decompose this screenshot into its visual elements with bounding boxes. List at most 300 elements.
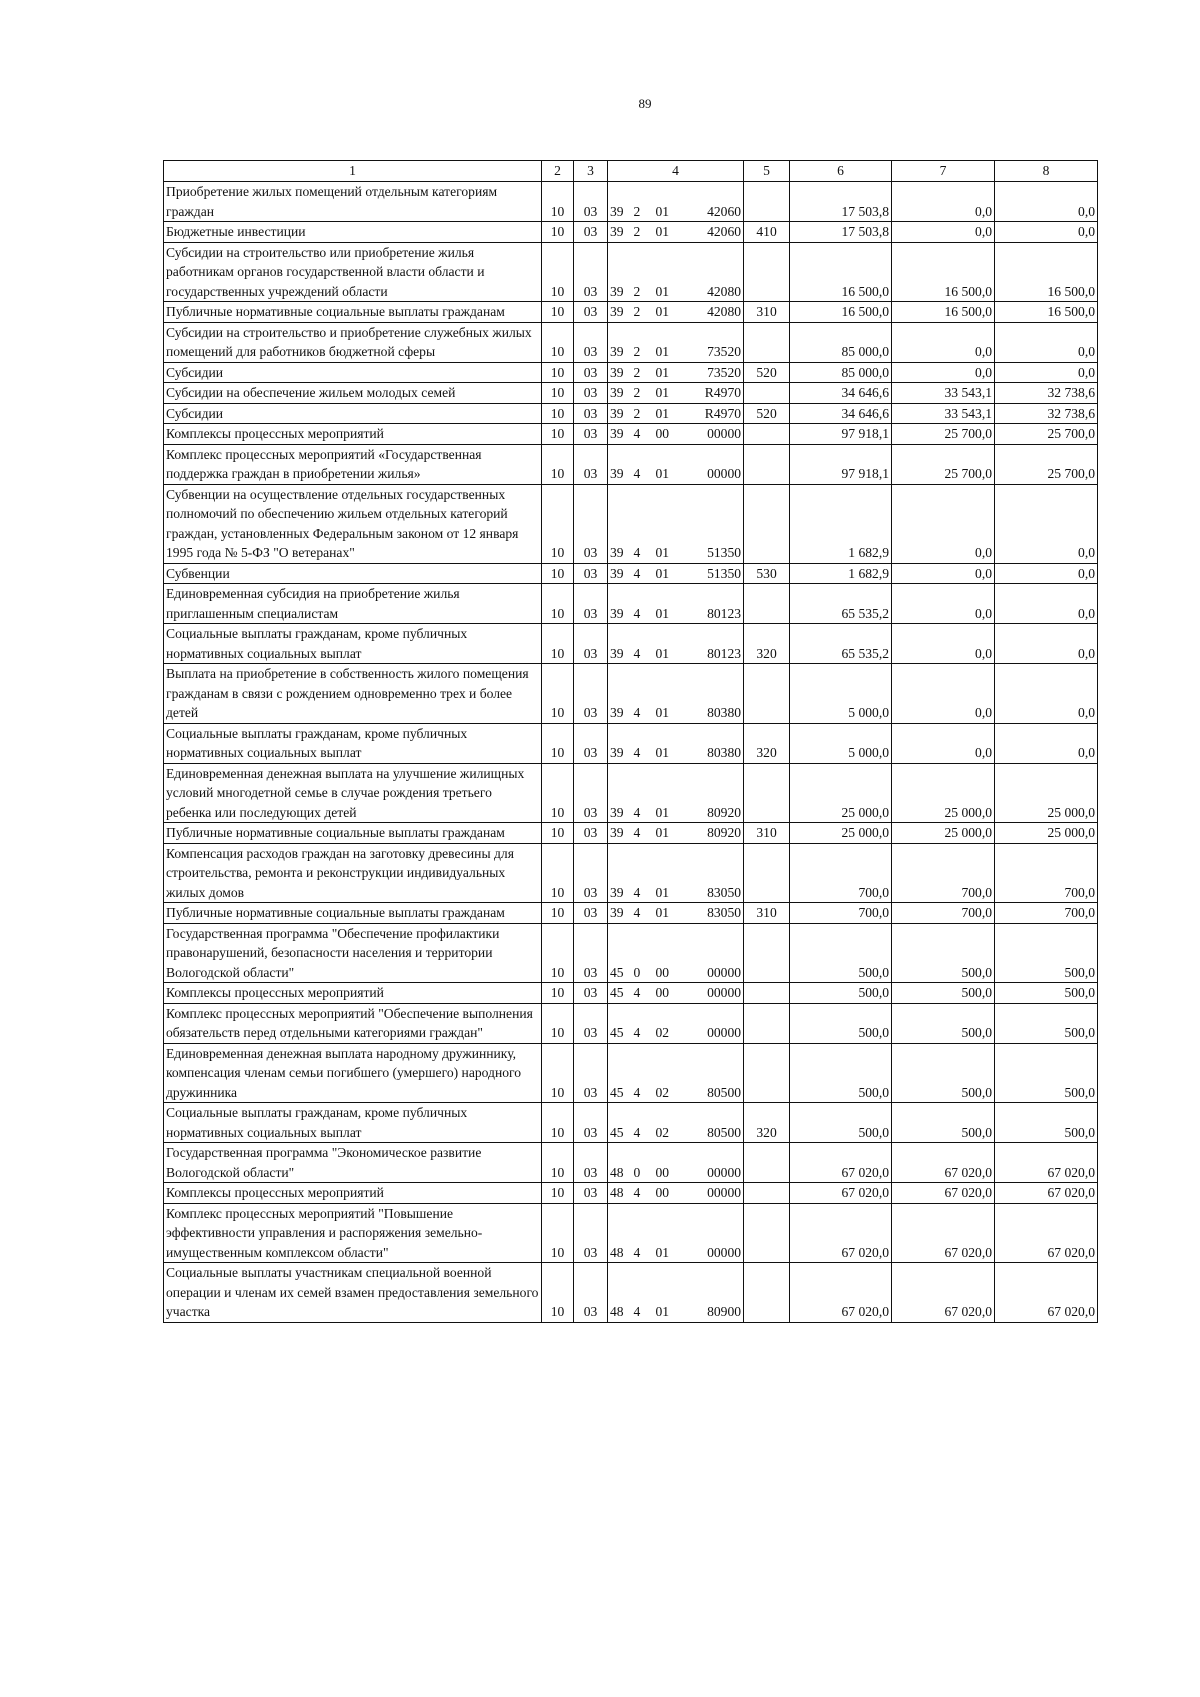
table-row bbox=[164, 484, 1098, 563]
expense-type-code: 530 bbox=[744, 563, 790, 584]
expense-type-code: 310 bbox=[744, 823, 790, 844]
section-code: 10 bbox=[542, 664, 574, 724]
amount-col-6: 500,0 bbox=[790, 1003, 892, 1043]
expense-type-code: 520 bbox=[744, 362, 790, 383]
direction-code: 51350 bbox=[684, 563, 744, 584]
amount-col-7: 25 700,0 bbox=[892, 444, 995, 484]
table-row bbox=[164, 362, 1098, 383]
amount-col-7: 67 020,0 bbox=[892, 1143, 995, 1183]
type-code: 2 bbox=[632, 362, 654, 383]
amount-col-8: 500,0 bbox=[995, 983, 1098, 1004]
table-row bbox=[164, 563, 1098, 584]
type-code: 4 bbox=[632, 444, 654, 484]
program-code: 39 bbox=[608, 903, 632, 924]
expense-type-code bbox=[744, 322, 790, 362]
expense-type-code bbox=[744, 444, 790, 484]
amount-col-8: 25 000,0 bbox=[995, 823, 1098, 844]
program-code: 39 bbox=[608, 302, 632, 323]
direction-code: 51350 bbox=[684, 484, 744, 563]
measure-code: 01 bbox=[654, 302, 684, 323]
table-row bbox=[164, 823, 1098, 844]
amount-col-8: 0,0 bbox=[995, 362, 1098, 383]
section-code: 10 bbox=[542, 484, 574, 563]
section-code: 10 bbox=[542, 823, 574, 844]
type-code: 4 bbox=[632, 903, 654, 924]
subsection-code: 03 bbox=[574, 1043, 608, 1103]
direction-code: 00000 bbox=[684, 424, 744, 445]
program-code: 45 bbox=[608, 1043, 632, 1103]
subsection-code: 03 bbox=[574, 563, 608, 584]
type-code: 2 bbox=[632, 222, 654, 243]
measure-code: 01 bbox=[654, 322, 684, 362]
amount-col-6: 67 020,0 bbox=[790, 1183, 892, 1204]
amount-col-7: 25 000,0 bbox=[892, 823, 995, 844]
measure-code: 02 bbox=[654, 1103, 684, 1143]
subsection-code: 03 bbox=[574, 222, 608, 243]
amount-col-7: 0,0 bbox=[892, 222, 995, 243]
row-name: Субсидии bbox=[164, 403, 542, 424]
direction-code: 80380 bbox=[684, 664, 744, 724]
amount-col-6: 16 500,0 bbox=[790, 302, 892, 323]
table-row bbox=[164, 584, 1098, 624]
program-code: 39 bbox=[608, 383, 632, 404]
amount-col-8: 67 020,0 bbox=[995, 1183, 1098, 1204]
table-row bbox=[164, 302, 1098, 323]
row-name: Субсидии на строительство и приобретение служебных жилых помещений для работников бюджетной сферы bbox=[164, 322, 542, 362]
amount-col-7: 0,0 bbox=[892, 484, 995, 563]
program-code: 45 bbox=[608, 923, 632, 983]
amount-col-8: 25 700,0 bbox=[995, 444, 1098, 484]
amount-col-6: 67 020,0 bbox=[790, 1143, 892, 1183]
direction-code: 42060 bbox=[684, 182, 744, 222]
measure-code: 00 bbox=[654, 983, 684, 1004]
measure-code: 01 bbox=[654, 624, 684, 664]
row-name: Компенсация расходов граждан на заготовку древесины для строительства, ремонта и реконструкции индивидуальных жилых домов bbox=[164, 843, 542, 903]
subsection-code: 03 bbox=[574, 1103, 608, 1143]
program-code: 39 bbox=[608, 763, 632, 823]
subsection-code: 03 bbox=[574, 843, 608, 903]
section-code: 10 bbox=[542, 322, 574, 362]
section-code: 10 bbox=[542, 1043, 574, 1103]
subsection-code: 03 bbox=[574, 983, 608, 1004]
expense-type-code bbox=[744, 182, 790, 222]
amount-col-8: 0,0 bbox=[995, 584, 1098, 624]
header-row bbox=[164, 161, 1098, 182]
section-code: 10 bbox=[542, 424, 574, 445]
program-code: 39 bbox=[608, 403, 632, 424]
measure-code: 02 bbox=[654, 1043, 684, 1103]
header-cell-2: 2 bbox=[542, 161, 574, 182]
amount-col-6: 1 682,9 bbox=[790, 563, 892, 584]
amount-col-7: 16 500,0 bbox=[892, 302, 995, 323]
expense-type-code: 320 bbox=[744, 624, 790, 664]
section-code: 10 bbox=[542, 563, 574, 584]
expense-type-code bbox=[744, 1003, 790, 1043]
subsection-code: 03 bbox=[574, 664, 608, 724]
expense-type-code bbox=[744, 242, 790, 302]
measure-code: 01 bbox=[654, 563, 684, 584]
program-code: 39 bbox=[608, 563, 632, 584]
amount-col-7: 25 700,0 bbox=[892, 424, 995, 445]
amount-col-7: 0,0 bbox=[892, 182, 995, 222]
row-name: Государственная программа "Экономическое развитие Вологодской области" bbox=[164, 1143, 542, 1183]
direction-code: 80380 bbox=[684, 723, 744, 763]
measure-code: 01 bbox=[654, 1203, 684, 1263]
measure-code: 00 bbox=[654, 424, 684, 445]
amount-col-8: 16 500,0 bbox=[995, 242, 1098, 302]
direction-code: 80123 bbox=[684, 584, 744, 624]
direction-code: 80920 bbox=[684, 763, 744, 823]
section-code: 10 bbox=[542, 403, 574, 424]
amount-col-6: 97 918,1 bbox=[790, 424, 892, 445]
row-name: Комплекс процессных мероприятий "Обеспечение выполнения обязательств перед отдельными категориями граждан" bbox=[164, 1003, 542, 1043]
subsection-code: 03 bbox=[574, 484, 608, 563]
section-code: 10 bbox=[542, 1203, 574, 1263]
amount-col-8: 67 020,0 bbox=[995, 1203, 1098, 1263]
amount-col-7: 0,0 bbox=[892, 723, 995, 763]
amount-col-6: 700,0 bbox=[790, 903, 892, 924]
program-code: 39 bbox=[608, 823, 632, 844]
expense-type-code bbox=[744, 584, 790, 624]
direction-code: 42080 bbox=[684, 242, 744, 302]
section-code: 10 bbox=[542, 763, 574, 823]
type-code: 4 bbox=[632, 1183, 654, 1204]
amount-col-6: 34 646,6 bbox=[790, 383, 892, 404]
header-cell-5: 5 bbox=[744, 161, 790, 182]
measure-code: 01 bbox=[654, 823, 684, 844]
amount-col-6: 16 500,0 bbox=[790, 242, 892, 302]
measure-code: 01 bbox=[654, 484, 684, 563]
amount-col-6: 500,0 bbox=[790, 1103, 892, 1143]
type-code: 2 bbox=[632, 322, 654, 362]
section-code: 10 bbox=[542, 222, 574, 243]
table-row bbox=[164, 1043, 1098, 1103]
header-cell-6: 6 bbox=[790, 161, 892, 182]
amount-col-8: 0,0 bbox=[995, 723, 1098, 763]
amount-col-7: 0,0 bbox=[892, 362, 995, 383]
subsection-code: 03 bbox=[574, 424, 608, 445]
subsection-code: 03 bbox=[574, 383, 608, 404]
measure-code: 01 bbox=[654, 222, 684, 243]
subsection-code: 03 bbox=[574, 403, 608, 424]
type-code: 2 bbox=[632, 383, 654, 404]
amount-col-6: 67 020,0 bbox=[790, 1263, 892, 1323]
subsection-code: 03 bbox=[574, 242, 608, 302]
program-code: 45 bbox=[608, 983, 632, 1004]
amount-col-6: 25 000,0 bbox=[790, 823, 892, 844]
section-code: 10 bbox=[542, 1003, 574, 1043]
header-cell-7: 7 bbox=[892, 161, 995, 182]
measure-code: 00 bbox=[654, 1143, 684, 1183]
subsection-code: 03 bbox=[574, 923, 608, 983]
subsection-code: 03 bbox=[574, 624, 608, 664]
expense-type-code bbox=[744, 1203, 790, 1263]
subsection-code: 03 bbox=[574, 903, 608, 924]
program-code: 39 bbox=[608, 222, 632, 243]
section-code: 10 bbox=[542, 383, 574, 404]
measure-code: 01 bbox=[654, 723, 684, 763]
measure-code: 01 bbox=[654, 843, 684, 903]
subsection-code: 03 bbox=[574, 1183, 608, 1204]
row-name: Комплекс процессных мероприятий "Повышение эффективности управления и распоряжения земельно-имущественным комплексом области" bbox=[164, 1203, 542, 1263]
amount-col-8: 32 738,6 bbox=[995, 403, 1098, 424]
type-code: 4 bbox=[632, 843, 654, 903]
type-code: 4 bbox=[632, 1043, 654, 1103]
direction-code: 73520 bbox=[684, 362, 744, 383]
direction-code: 42060 bbox=[684, 222, 744, 243]
amount-col-6: 500,0 bbox=[790, 1043, 892, 1103]
row-name: Публичные нормативные социальные выплаты гражданам bbox=[164, 823, 542, 844]
row-name: Выплата на приобретение в собственность жилого помещения гражданам в связи с рождением одновременно трех и более детей bbox=[164, 664, 542, 724]
table-row bbox=[164, 322, 1098, 362]
amount-col-6: 5 000,0 bbox=[790, 664, 892, 724]
amount-col-8: 500,0 bbox=[995, 1003, 1098, 1043]
subsection-code: 03 bbox=[574, 584, 608, 624]
amount-col-8: 700,0 bbox=[995, 903, 1098, 924]
row-name: Субвенции на осуществление отдельных государственных полномочий по обеспечению жильем отдельных категорий граждан, установленных Федеральным законом от 12 января 1995 года № 5-ФЗ "О ветеранах" bbox=[164, 484, 542, 563]
direction-code: 00000 bbox=[684, 1143, 744, 1183]
header-cell-4: 4 bbox=[608, 161, 744, 182]
expense-type-code bbox=[744, 484, 790, 563]
direction-code: 80500 bbox=[684, 1043, 744, 1103]
amount-col-6: 17 503,8 bbox=[790, 222, 892, 243]
row-name: Единовременная субсидия на приобретение жилья приглашенным специалистам bbox=[164, 584, 542, 624]
section-code: 10 bbox=[542, 923, 574, 983]
amount-col-6: 500,0 bbox=[790, 983, 892, 1004]
subsection-code: 03 bbox=[574, 823, 608, 844]
row-name: Социальные выплаты участникам специальной военной операции и членам их семей взамен предоставления земельного участка bbox=[164, 1263, 542, 1323]
amount-col-6: 700,0 bbox=[790, 843, 892, 903]
direction-code: 80123 bbox=[684, 624, 744, 664]
type-code: 4 bbox=[632, 584, 654, 624]
amount-col-7: 500,0 bbox=[892, 983, 995, 1004]
type-code: 4 bbox=[632, 563, 654, 584]
type-code: 4 bbox=[632, 1003, 654, 1043]
row-name: Государственная программа "Обеспечение профилактики правонарушений, безопасности населения и территории Вологодской области" bbox=[164, 923, 542, 983]
program-code: 39 bbox=[608, 584, 632, 624]
table-row bbox=[164, 1183, 1098, 1204]
direction-code: 00000 bbox=[684, 1003, 744, 1043]
table-row bbox=[164, 444, 1098, 484]
measure-code: 01 bbox=[654, 903, 684, 924]
program-code: 39 bbox=[608, 362, 632, 383]
table-row bbox=[164, 403, 1098, 424]
program-code: 39 bbox=[608, 843, 632, 903]
table-row bbox=[164, 763, 1098, 823]
program-code: 39 bbox=[608, 242, 632, 302]
type-code: 4 bbox=[632, 763, 654, 823]
amount-col-7: 67 020,0 bbox=[892, 1203, 995, 1263]
row-name: Социальные выплаты гражданам, кроме публичных нормативных социальных выплат bbox=[164, 1103, 542, 1143]
amount-col-8: 67 020,0 bbox=[995, 1263, 1098, 1323]
expense-type-code bbox=[744, 983, 790, 1004]
row-name: Публичные нормативные социальные выплаты гражданам bbox=[164, 903, 542, 924]
amount-col-6: 85 000,0 bbox=[790, 362, 892, 383]
table-row bbox=[164, 923, 1098, 983]
program-code: 39 bbox=[608, 664, 632, 724]
header-cell-8: 8 bbox=[995, 161, 1098, 182]
amount-col-7: 0,0 bbox=[892, 584, 995, 624]
row-name: Комплекс процессных мероприятий «Государственная поддержка граждан в приобретении жилья» bbox=[164, 444, 542, 484]
program-code: 39 bbox=[608, 182, 632, 222]
amount-col-6: 67 020,0 bbox=[790, 1203, 892, 1263]
amount-col-6: 5 000,0 bbox=[790, 723, 892, 763]
amount-col-8: 25 700,0 bbox=[995, 424, 1098, 445]
table-row bbox=[164, 222, 1098, 243]
row-name: Субвенции bbox=[164, 563, 542, 584]
row-name: Единовременная денежная выплата на улучшение жилищных условий многодетной семье в случае рождения третьего ребенка или последующих детей bbox=[164, 763, 542, 823]
expense-type-code bbox=[744, 1143, 790, 1183]
amount-col-7: 33 543,1 bbox=[892, 383, 995, 404]
measure-code: 01 bbox=[654, 584, 684, 624]
table-row bbox=[164, 1143, 1098, 1183]
direction-code: 73520 bbox=[684, 322, 744, 362]
amount-col-7: 500,0 bbox=[892, 923, 995, 983]
direction-code: 80500 bbox=[684, 1103, 744, 1143]
amount-col-8: 700,0 bbox=[995, 843, 1098, 903]
measure-code: 02 bbox=[654, 1003, 684, 1043]
program-code: 39 bbox=[608, 322, 632, 362]
section-code: 10 bbox=[542, 1183, 574, 1204]
direction-code: 83050 bbox=[684, 903, 744, 924]
amount-col-7: 33 543,1 bbox=[892, 403, 995, 424]
type-code: 0 bbox=[632, 923, 654, 983]
expense-type-code bbox=[744, 1043, 790, 1103]
direction-code: 00000 bbox=[684, 1203, 744, 1263]
amount-col-8: 500,0 bbox=[995, 1103, 1098, 1143]
row-name: Социальные выплаты гражданам, кроме публичных нормативных социальных выплат bbox=[164, 624, 542, 664]
table-row bbox=[164, 1103, 1098, 1143]
table-row bbox=[164, 383, 1098, 404]
amount-col-7: 0,0 bbox=[892, 624, 995, 664]
expense-type-code bbox=[744, 664, 790, 724]
type-code: 4 bbox=[632, 424, 654, 445]
header-cell-1: 1 bbox=[164, 161, 542, 182]
type-code: 2 bbox=[632, 403, 654, 424]
expense-type-code: 410 bbox=[744, 222, 790, 243]
program-code: 39 bbox=[608, 723, 632, 763]
type-code: 4 bbox=[632, 983, 654, 1004]
amount-col-8: 0,0 bbox=[995, 563, 1098, 584]
table-row bbox=[164, 843, 1098, 903]
amount-col-6: 34 646,6 bbox=[790, 403, 892, 424]
program-code: 45 bbox=[608, 1103, 632, 1143]
type-code: 2 bbox=[632, 242, 654, 302]
section-code: 10 bbox=[542, 903, 574, 924]
direction-code: R4970 bbox=[684, 383, 744, 404]
amount-col-6: 97 918,1 bbox=[790, 444, 892, 484]
direction-code: R4970 bbox=[684, 403, 744, 424]
row-name: Единовременная денежная выплата народному дружиннику, компенсация членам семьи погибшего (умершего) народного дружинника bbox=[164, 1043, 542, 1103]
amount-col-8: 0,0 bbox=[995, 322, 1098, 362]
section-code: 10 bbox=[542, 624, 574, 664]
program-code: 45 bbox=[608, 1003, 632, 1043]
budget-table bbox=[163, 160, 1098, 1323]
direction-code: 00000 bbox=[684, 1183, 744, 1204]
subsection-code: 03 bbox=[574, 1003, 608, 1043]
amount-col-7: 67 020,0 bbox=[892, 1263, 995, 1323]
amount-col-7: 0,0 bbox=[892, 664, 995, 724]
measure-code: 00 bbox=[654, 1183, 684, 1204]
measure-code: 01 bbox=[654, 362, 684, 383]
section-code: 10 bbox=[542, 362, 574, 383]
program-code: 48 bbox=[608, 1203, 632, 1263]
table-row bbox=[164, 424, 1098, 445]
expense-type-code bbox=[744, 383, 790, 404]
row-name: Комплексы процессных мероприятий bbox=[164, 983, 542, 1004]
direction-code: 42080 bbox=[684, 302, 744, 323]
table-row bbox=[164, 983, 1098, 1004]
section-code: 10 bbox=[542, 843, 574, 903]
amount-col-8: 500,0 bbox=[995, 1043, 1098, 1103]
amount-col-8: 0,0 bbox=[995, 484, 1098, 563]
program-code: 39 bbox=[608, 484, 632, 563]
expense-type-code bbox=[744, 763, 790, 823]
type-code: 4 bbox=[632, 1203, 654, 1263]
amount-col-6: 25 000,0 bbox=[790, 763, 892, 823]
section-code: 10 bbox=[542, 1263, 574, 1323]
type-code: 4 bbox=[632, 823, 654, 844]
amount-col-6: 17 503,8 bbox=[790, 182, 892, 222]
subsection-code: 03 bbox=[574, 723, 608, 763]
table-body bbox=[164, 182, 1098, 1323]
row-name: Приобретение жилых помещений отдельным категориям граждан bbox=[164, 182, 542, 222]
section-code: 10 bbox=[542, 182, 574, 222]
row-name: Социальные выплаты гражданам, кроме публичных нормативных социальных выплат bbox=[164, 723, 542, 763]
table-row bbox=[164, 664, 1098, 724]
row-name: Субсидии bbox=[164, 362, 542, 383]
amount-col-7: 67 020,0 bbox=[892, 1183, 995, 1204]
program-code: 48 bbox=[608, 1183, 632, 1204]
table-row bbox=[164, 903, 1098, 924]
row-name: Бюджетные инвестиции bbox=[164, 222, 542, 243]
type-code: 4 bbox=[632, 723, 654, 763]
amount-col-7: 25 000,0 bbox=[892, 763, 995, 823]
subsection-code: 03 bbox=[574, 182, 608, 222]
program-code: 39 bbox=[608, 624, 632, 664]
row-name: Субсидии на строительство или приобретение жилья работникам органов государственной власти области и государственных учреждений области bbox=[164, 242, 542, 302]
amount-col-8: 0,0 bbox=[995, 664, 1098, 724]
expense-type-code bbox=[744, 1183, 790, 1204]
subsection-code: 03 bbox=[574, 444, 608, 484]
measure-code: 01 bbox=[654, 242, 684, 302]
direction-code: 00000 bbox=[684, 923, 744, 983]
section-code: 10 bbox=[542, 242, 574, 302]
subsection-code: 03 bbox=[574, 322, 608, 362]
direction-code: 80920 bbox=[684, 823, 744, 844]
amount-col-6: 1 682,9 bbox=[790, 484, 892, 563]
expense-type-code: 310 bbox=[744, 903, 790, 924]
expense-type-code bbox=[744, 424, 790, 445]
program-code: 39 bbox=[608, 424, 632, 445]
section-code: 10 bbox=[542, 723, 574, 763]
measure-code: 01 bbox=[654, 383, 684, 404]
amount-col-8: 0,0 bbox=[995, 182, 1098, 222]
type-code: 4 bbox=[632, 664, 654, 724]
amount-col-7: 0,0 bbox=[892, 322, 995, 362]
direction-code: 83050 bbox=[684, 843, 744, 903]
table-row bbox=[164, 242, 1098, 302]
table-row bbox=[164, 1003, 1098, 1043]
row-name: Комплексы процессных мероприятий bbox=[164, 424, 542, 445]
type-code: 4 bbox=[632, 1263, 654, 1323]
subsection-code: 03 bbox=[574, 1143, 608, 1183]
amount-col-8: 67 020,0 bbox=[995, 1143, 1098, 1183]
expense-type-code bbox=[744, 1263, 790, 1323]
measure-code: 01 bbox=[654, 444, 684, 484]
amount-col-6: 500,0 bbox=[790, 923, 892, 983]
section-code: 10 bbox=[542, 444, 574, 484]
